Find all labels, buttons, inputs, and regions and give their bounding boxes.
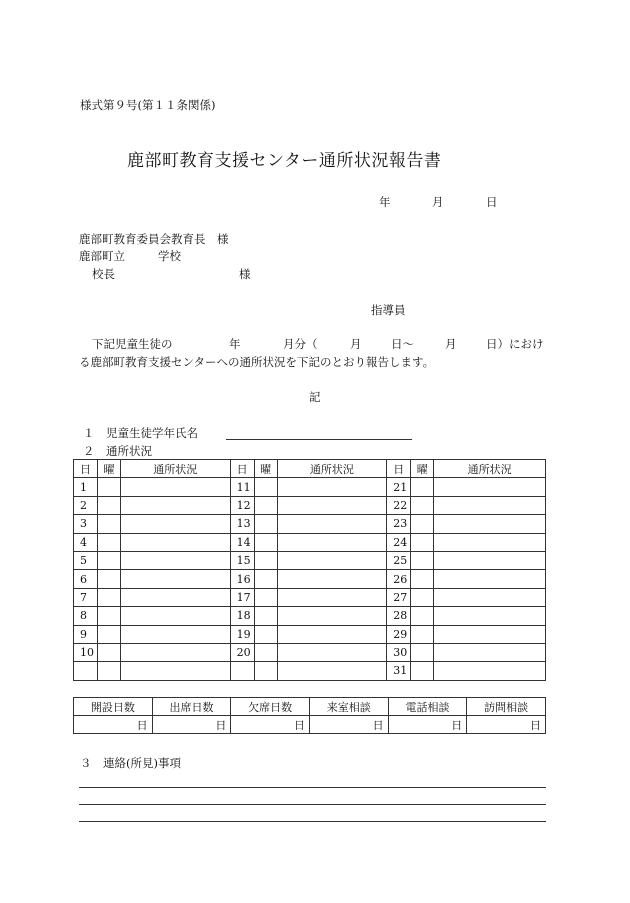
status-cell[interactable] <box>277 607 387 625</box>
weekday-cell[interactable] <box>411 662 434 680</box>
status-cell[interactable] <box>434 478 546 496</box>
status-cell[interactable] <box>277 515 387 533</box>
weekday-cell[interactable] <box>254 515 277 533</box>
status-cell[interactable] <box>277 588 387 606</box>
day-cell: 18 <box>230 607 254 625</box>
status-cell[interactable] <box>434 515 546 533</box>
weekday-cell[interactable] <box>254 625 277 643</box>
weekday-cell[interactable] <box>411 570 434 588</box>
header-weekday: 曜 <box>97 460 120 478</box>
summary-value-absence-days[interactable]: 日 <box>231 716 310 734</box>
weekday-cell[interactable] <box>254 478 277 496</box>
weekday-cell[interactable] <box>254 496 277 514</box>
day-cell: 13 <box>230 515 254 533</box>
body-from-month: 月 <box>350 337 362 351</box>
weekday-cell[interactable] <box>411 533 434 551</box>
header-day: 日 <box>387 460 411 478</box>
header-status: 通所状況 <box>434 460 546 478</box>
day-cell: 11 <box>230 478 254 496</box>
summary-header-absence-days: 欠席日数 <box>231 698 310 716</box>
header-day: 日 <box>74 460 98 478</box>
day-cell: 23 <box>387 515 411 533</box>
section3-label: ３ 連絡(所見)事項 <box>80 756 181 770</box>
status-cell[interactable] <box>120 588 230 606</box>
body-from-day: 日～ <box>391 337 414 351</box>
weekday-cell[interactable] <box>254 570 277 588</box>
weekday-cell[interactable] <box>97 662 120 680</box>
weekday-cell[interactable] <box>254 551 277 569</box>
weekday-cell[interactable] <box>97 551 120 569</box>
status-cell[interactable] <box>434 662 546 680</box>
weekday-cell[interactable] <box>97 588 120 606</box>
date-month: 月 <box>432 195 444 209</box>
body-year: 年 <box>229 337 241 351</box>
table-row <box>74 570 546 588</box>
day-cell: 20 <box>230 643 254 661</box>
day-cell <box>74 662 98 680</box>
weekday-cell[interactable] <box>97 570 120 588</box>
summary-header-row <box>74 698 546 716</box>
date-year: 年 <box>379 195 391 209</box>
day-cell: 1 <box>74 478 98 496</box>
header-weekday: 曜 <box>254 460 277 478</box>
notes-line[interactable] <box>79 821 546 822</box>
day-cell: 26 <box>387 570 411 588</box>
principal-sama: 様 <box>239 267 251 281</box>
school-suffix: 学校 <box>158 249 181 263</box>
table-row <box>74 588 546 606</box>
status-cell[interactable] <box>434 533 546 551</box>
body-to-day: 日）におけ <box>486 337 544 351</box>
day-cell: 7 <box>74 588 98 606</box>
status-cell[interactable] <box>434 607 546 625</box>
weekday-cell[interactable] <box>411 643 434 661</box>
status-cell[interactable] <box>434 643 546 661</box>
status-cell[interactable] <box>434 551 546 569</box>
weekday-cell[interactable] <box>411 515 434 533</box>
section2-number: ２ <box>83 444 95 458</box>
day-cell: 17 <box>230 588 254 606</box>
status-cell[interactable] <box>120 478 230 496</box>
summary-value-phone-consult[interactable]: 日 <box>388 716 467 734</box>
status-cell[interactable] <box>277 551 387 569</box>
weekday-cell[interactable] <box>97 496 120 514</box>
day-cell: 21 <box>387 478 411 496</box>
day-cell: 3 <box>74 515 98 533</box>
table-row <box>74 496 546 514</box>
header-status: 通所状況 <box>120 460 230 478</box>
weekday-cell[interactable] <box>411 478 434 496</box>
day-cell: 29 <box>387 625 411 643</box>
status-cell[interactable] <box>120 570 230 588</box>
weekday-cell[interactable] <box>97 515 120 533</box>
day-cell: 24 <box>387 533 411 551</box>
table-header-row <box>74 460 546 478</box>
weekday-cell[interactable] <box>411 551 434 569</box>
instructor-label: 指導員 <box>371 303 406 317</box>
weekday-cell[interactable] <box>97 625 120 643</box>
day-cell: 25 <box>387 551 411 569</box>
day-cell: 14 <box>230 533 254 551</box>
summary-value-home-visit-consult[interactable]: 日 <box>467 716 546 734</box>
body-text-start: 下記児童生徒の <box>92 337 173 351</box>
status-cell[interactable] <box>434 588 546 606</box>
status-cell[interactable] <box>120 643 230 661</box>
summary-header-visit-consult: 来室相談 <box>309 698 388 716</box>
date-day: 日 <box>486 195 498 209</box>
table-row <box>74 643 546 661</box>
weekday-cell[interactable] <box>254 533 277 551</box>
status-cell[interactable] <box>277 662 387 680</box>
summary-table <box>73 697 546 734</box>
day-cell: 15 <box>230 551 254 569</box>
weekday-cell[interactable] <box>254 662 277 680</box>
status-cell[interactable] <box>120 533 230 551</box>
form-label: 様式第９号(第１１条関係) <box>80 98 216 112</box>
day-cell: 31 <box>387 662 411 680</box>
day-cell: 9 <box>74 625 98 643</box>
weekday-cell[interactable] <box>254 643 277 661</box>
ki-label: 記 <box>309 390 321 404</box>
school-prefix: 鹿部町立 <box>79 249 125 263</box>
status-cell[interactable] <box>434 625 546 643</box>
status-cell[interactable] <box>277 625 387 643</box>
status-cell[interactable] <box>120 551 230 569</box>
status-cell[interactable] <box>277 570 387 588</box>
table-row <box>74 478 546 496</box>
section1-label: 児童生徒学年氏名 <box>106 426 198 440</box>
status-cell[interactable] <box>434 570 546 588</box>
weekday-cell[interactable] <box>411 625 434 643</box>
day-cell: 19 <box>230 625 254 643</box>
table-row <box>74 625 546 643</box>
table-row <box>74 662 546 680</box>
summary-value-attendance-days[interactable]: 日 <box>152 716 231 734</box>
header-weekday: 曜 <box>411 460 434 478</box>
day-cell: 27 <box>387 588 411 606</box>
notes-line[interactable] <box>79 804 546 805</box>
weekday-cell[interactable] <box>97 607 120 625</box>
addressee-line: 鹿部町教育委員会教育長 様 <box>79 232 229 246</box>
body-to-month: 月 <box>445 337 457 351</box>
weekday-cell[interactable] <box>254 607 277 625</box>
summary-value-visit-consult[interactable]: 日 <box>309 716 388 734</box>
body-text-line2: る鹿部町教育支援センターへの通所状況を下記のとおり報告します。 <box>79 355 435 369</box>
attendance-table <box>73 459 546 681</box>
status-cell[interactable] <box>434 496 546 514</box>
weekday-cell[interactable] <box>411 607 434 625</box>
weekday-cell[interactable] <box>97 533 120 551</box>
header-day: 日 <box>230 460 254 478</box>
status-cell[interactable] <box>277 533 387 551</box>
day-cell: 10 <box>74 643 98 661</box>
status-cell[interactable] <box>120 515 230 533</box>
day-cell: 8 <box>74 607 98 625</box>
day-cell: 2 <box>74 496 98 514</box>
summary-header-home-visit-consult: 訪問相談 <box>467 698 546 716</box>
table-row <box>74 607 546 625</box>
day-cell: 5 <box>74 551 98 569</box>
summary-header-phone-consult: 電話相談 <box>388 698 467 716</box>
day-cell: 30 <box>387 643 411 661</box>
status-cell[interactable] <box>120 607 230 625</box>
weekday-cell[interactable] <box>254 588 277 606</box>
weekday-cell[interactable] <box>411 496 434 514</box>
table-row <box>74 551 546 569</box>
name-underline <box>226 439 412 440</box>
section2-label: 通所状況 <box>106 444 152 458</box>
status-cell[interactable] <box>277 643 387 661</box>
summary-value-row <box>74 716 546 734</box>
section1-number: １ <box>83 426 95 440</box>
summary-value-open-days[interactable]: 日 <box>74 716 153 734</box>
day-cell: 22 <box>387 496 411 514</box>
weekday-cell[interactable] <box>411 588 434 606</box>
summary-header-open-days: 開設日数 <box>74 698 153 716</box>
day-cell: 4 <box>74 533 98 551</box>
status-cell[interactable] <box>277 496 387 514</box>
body-month-portion: 月分（ <box>283 337 318 351</box>
notes-line[interactable] <box>79 787 546 788</box>
status-cell[interactable] <box>120 625 230 643</box>
day-cell: 6 <box>74 570 98 588</box>
day-cell: 16 <box>230 570 254 588</box>
table-row <box>74 533 546 551</box>
status-cell[interactable] <box>120 496 230 514</box>
day-cell <box>230 662 254 680</box>
summary-header-attendance-days: 出席日数 <box>152 698 231 716</box>
day-cell: 12 <box>230 496 254 514</box>
weekday-cell[interactable] <box>97 643 120 661</box>
status-cell[interactable] <box>120 662 230 680</box>
table-row <box>74 515 546 533</box>
day-cell: 28 <box>387 607 411 625</box>
weekday-cell[interactable] <box>97 478 120 496</box>
status-cell[interactable] <box>277 478 387 496</box>
header-status: 通所状況 <box>277 460 387 478</box>
page-title: 鹿部町教育支援センター通所状況報告書 <box>127 151 442 171</box>
principal-label: 校長 <box>92 267 115 281</box>
